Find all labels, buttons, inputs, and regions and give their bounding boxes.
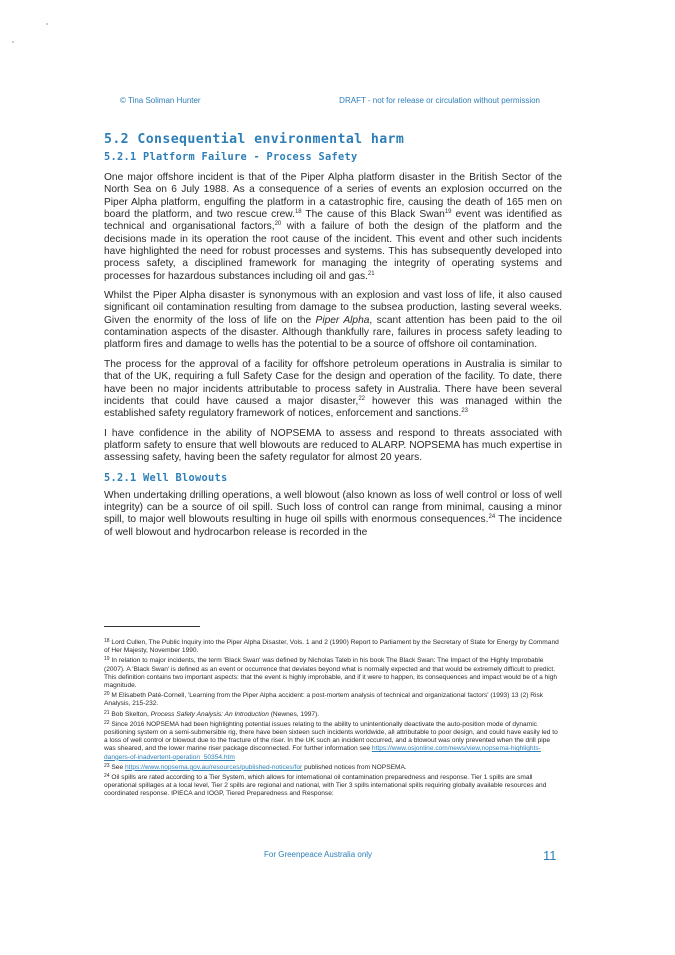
footnote-ref[interactable]: 22 xyxy=(358,395,366,402)
nopsema-link[interactable]: https://www.nopsema.gov.au/resources/published-notices/for xyxy=(124,763,303,771)
footnote-ref[interactable]: 20 xyxy=(274,221,282,228)
footnote-ref[interactable]: 21 xyxy=(367,270,375,277)
subsection-title-well-blowouts: 5.2.1 Well Blowouts xyxy=(104,471,228,484)
footnote-24: $^{24}$ Oil spills are rated according to a Tier System, which allows for international oil contamination preparedness and response. Tier 1 spills are small operational spillages at a local level, Tier 2 spills are regional and national, with Tier 3 spills international spills requiring globally available resources and coordinated response. IPIECA and IOGP, Tiered Preparedness and Response: xyxy=(104,773,547,798)
footnote-ref[interactable]: 24 xyxy=(488,514,496,521)
subsection-title-platform-failure: 5.2.1 Platform Failure - Process Safety xyxy=(104,151,358,163)
page-number: 11 xyxy=(543,848,557,863)
paragraph-piper-alpha: One major offshore incident is that of the Piper Alpha platform disaster in the British Sector of the North Sea on 6 July 1988. As a consequence of a series of events an explosion occurred on the Piper Alpha platform, engulfing the platform in a catastrophic fire, causing the death of 165 men on board the platform, and two rescue crew.$^{18}$ The cause of this Black Swan$^{19}$ event was identified as technical and organisational factors,$^{20}$ with a failure of both the design of the platform and the decisions made in its operation the root cause of the incident. This event and other such incidents have highlighted the need for robust processes and systems. This has subsequently developed into process safety, a disciplined framework for managing the integrity of operating systems and processes for hazardous substances including oil and gas.$^{21}$ xyxy=(104,172,562,282)
footnote-22: $^{22}$ Since 2016 NOPSEMA had been highlighting potential issues relating to the ability to unintentionally deactivate the auto-position mode of dynamic positioning system on a semi-submersible rig, there have been sixteen such incidents worldwide, all attributable to poor design, and could have easily led to a loss of well control or blowout due to the fracture of the riser. In the UK such an incident occurred, and a blowout was only prevented when the drill pipe was sheared, and the lower marine riser package disconnected. For further information see https://www.osjonline.com/news/view,nopsema-highlights-dangers-of-inadvertent-operation_50354.htm xyxy=(104,719,558,761)
paragraph-approval-process: The process for the approval of a facility for offshore petroleum operations in Australia is similar to that of the UK, requiring a full Safety Case for the design and operation of the facility. To date, there have been no major incidents attributable to process safety in Australia. There have been several incidents that could have caused a major disaster,$^{22}$ however this was managed within the established safety regulatory framework of notices, enforcement and sanctions.$^{23}$ xyxy=(104,358,562,420)
page-header xyxy=(120,96,540,105)
scan-speck xyxy=(12,41,14,43)
footnotes xyxy=(104,637,562,799)
footnote-21: $^{21}$ Bob Skelton, Process Safety Analysis: An Introduction (Newnes, 1997). xyxy=(104,709,320,718)
footnote-18: $^{18}$ Lord Cullen, The Public Inquiry into the Piper Alpha Disaster, Vols. 1 and 2 (1990) Report to Parliament by the Secretary of State for Energy by Command of Her Majesty, November 1990. xyxy=(104,638,559,655)
section-title: 5.2 Consequential environmental harm xyxy=(104,132,405,147)
footnote-19: $^{19}$ In relation to major incidents, the term 'Black Swan' was defined by Nicholas Taleb in his book The Black Swan: The Impact of the Highly Improbable (2007). A 'Black Swan' is defined as an event or occurrence that deviates beyond what is normally expected and that would be extremely difficult to predict. This definition contains two important aspects: that the event is highly improbable, and if it were to happen, its consequences and impact would be of a high magnitude. xyxy=(104,656,558,690)
main-content xyxy=(104,132,562,546)
footnote-divider xyxy=(104,626,200,627)
scan-speck xyxy=(46,23,48,25)
footnote-ref[interactable]: 18 xyxy=(294,209,302,216)
footnote-ref[interactable]: 19 xyxy=(444,209,452,216)
footer-distribution-note: For Greenpeace Australia only xyxy=(264,850,373,859)
footnote-20: $^{20}$ M Elisabeth Paté-Cornell, 'Learning from the Piper Alpha accident: a post-mortem analysis of technical and organizational factors' (1993) 13 (2) Risk Analysis, 215-232. xyxy=(104,691,544,708)
paragraph-well-blowouts: When undertaking drilling operations, a well blowout (also known as loss of well control or loss of well integrity) can be a source of oil spill. Such loss of control can range from minimal, causing a minor spill, to major well blowouts resulting in huge oil spills with enormous consequences.$^{24}$ The incidence of well blowout and hydrocarbon release is recorded in the xyxy=(104,489,562,538)
paragraph-oil-contamination: Whilst the Piper Alpha disaster is synonymous with an explosion and vast loss of life, it also caused significant oil contamination resulting from damage to the subsea production, lasting several weeks. Given the enormity of the loss of life on the Piper Alpha, scant attention has been paid to the oil contamination aspects of the disaster. Although thankfully rare, failures in process safety leading to platform fires and damage to wells has the potential to be a source of offshore oil contamination. xyxy=(104,290,562,351)
footnote-ref[interactable]: 23 xyxy=(461,408,469,415)
header-copyright: © Tina Soliman Hunter xyxy=(120,96,201,105)
paragraph-nopsema-confidence: I have confidence in the ability of NOPSEMA to assess and respond to threats associated with platform safety to ensure that well blowouts are reduced to ALARP. NOPSEMA has much expertise in assessing safety, having been the safety regulator for almost 20 years. xyxy=(104,427,562,464)
header-draft-notice: DRAFT - not for release or circulation without permission xyxy=(339,96,540,105)
footnote-23: $^{23}$ See https://www.nopsema.gov.au/resources/published-notices/for published notices from NOPSEMA. xyxy=(104,762,407,771)
osjonline-link[interactable]: https://www.osjonline.com/news/view,nopsema-highlights-dangers-of-inadvertent-operation_50354.htm xyxy=(104,745,541,761)
